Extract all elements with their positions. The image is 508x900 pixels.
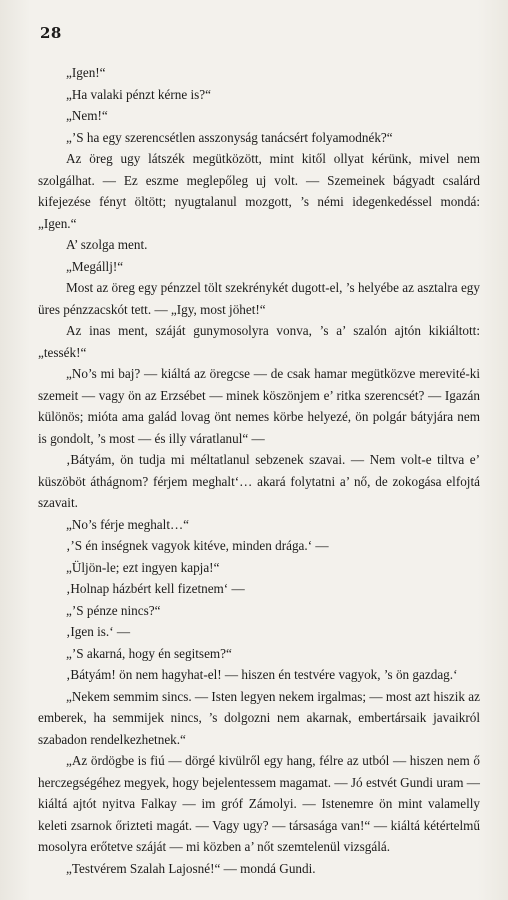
paragraph: „’S pénze nincs?“ [66,602,161,618]
paragraph: „Megállj!“ [66,258,124,274]
paragraph: ‚’S én inségnek vagyok kitéve, minden drága.‘ — [66,538,329,553]
paragraph: ‚Bátyám! ön nem hagyhat-el! — hiszen én testvére vagyok, ’s ön gazdag.‘ [66,667,458,682]
paragraph: „Üljön-le; ezt ingyen kapja!“ [66,559,220,575]
paragraph: ‚Igen is.‘ — [66,624,131,639]
paragraph: ‚Bátyám, ön tudja mi méltatlanul sebzenek szavai. — Nem volt-e tiltva e’ küszöböt áthágnom? férjem meghalt‘… akará folytatni a’ nő, de zokogása elfojtá szavait. [38,452,480,510]
page-number: 28 [40,24,62,42]
paragraph: Az öreg ugy látszék megütközött, mint kitől ollyat kérünk, mivel nem szolgálhat. — Ez eszme meglepőleg uj volt. — Szemeinek bágyadt csalárd kifejezése fényt öltött; nyugtalanul mozgott, ’s némi idegenkedéssel mondá: „Igen.“ [38,151,480,231]
paragraph: „Nem!“ [66,108,108,123]
paragraph: Most az öreg egy pénzzel tölt szekrénykét dugott-el, ’s helyébe az asztalra egy üres pénzzacskót tett. — „Igy, most jöhet!“ [38,280,480,317]
paragraph: „Ha valaki pénzt kérne is?“ [66,86,211,102]
paragraph: ‚Holnap házbért kell fizetnem‘ — [66,581,245,596]
paragraph: „Testvérem Szalah Lajosné!“ — mondá Gundi. [66,860,316,876]
page-text [38,62,480,879]
paragraph: „’S ha egy szerencsétlen asszonyság tanácsért folyamodnék?“ [66,129,393,145]
paragraph: A’ szolga ment. [66,237,148,252]
paragraph: Az inas ment, száját gunymosolyra vonva, ’s a’ szalón ajtón kikiáltott: „tessék!“ [38,323,480,360]
paragraph: „Nekem semmim sincs. — Isten legyen nekem irgalmas; — most azt hiszik az emberek, ha semmijek nincs, ’s dolgozni nem akarnak, embertársaik javaikról szabadon rendelkezhetnek.“ [38,688,480,747]
paragraph: „Igen!“ [66,65,106,80]
paragraph: „’S akarná, hogy én segitsem?“ [66,645,232,661]
paragraph: „No’s férje meghalt…“ [66,516,190,532]
paragraph: „No’s mi baj? — kiáltá az öregcse — de csak hamar megütközve merevité-ki szemeit — vagy ön az Erzsébet — minek köszönjem e’ ritka szerencsét? — Igazán különös; mióta ama galád lovag önt nemes körbe helyezé, ön polgár bátyjára nem is gondolt, ’s most — és illy váratlanul“ — [38,366,480,446]
paragraph: „Az ördögbe is fiú — dörgé kivülről egy hang, félre az utból — hiszen nem ő herczegségéhez megyek, hogy bejelentessem magamat. — Jó estvét Gundi uram — kiáltá ajtót nyitva Falkay — im gróf Zámolyi. — Istenemre ön mint valamelly keleti zsarnok őrizteti magát. — Vagy ugy? — társasága van!“ — kiáltá kétértelmű mosolyra erőtetve száját — mi közben a’ nőt szemtelenül vizsgálá. [38,753,480,854]
